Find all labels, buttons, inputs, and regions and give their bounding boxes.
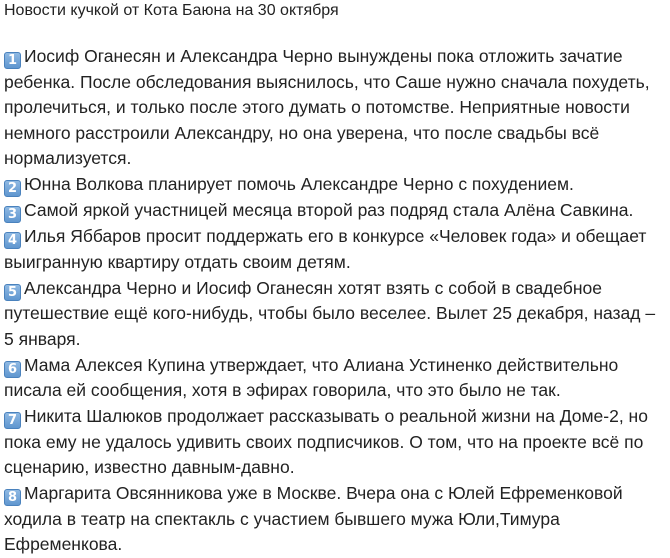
news-item xyxy=(4,172,664,198)
news-item-text: Илья Яббаров просит поддержать его в конкурсе «Человек года» и обещает выигранную квартиру отдать своим детям. xyxy=(4,226,647,272)
number-badge-icon: 3 xyxy=(4,206,21,223)
number-badge-icon: 5 xyxy=(4,284,21,301)
news-item xyxy=(4,404,664,481)
news-item xyxy=(4,276,664,353)
number-badge-icon: 8 xyxy=(4,489,21,506)
number-badge-icon: 2 xyxy=(4,180,21,197)
news-item-text: Никита Шалюков продолжает рассказывать о реальной жизни на Доме-2, но пока ему не удалось удивить своих подписчиков. О том, что на проекте всё по сценарию, известно давным-давно. xyxy=(4,406,648,477)
news-item-text: Мама Алексея Купина утверждает, что Алиана Устиненко действительно писала ей сообщения, хотя в эфирах говорила, что это было не так. xyxy=(4,354,619,400)
number-badge-icon: 6 xyxy=(4,361,21,378)
page-title: Новости кучкой от Кота Баюна на 30 октября xyxy=(4,2,339,19)
number-badge-icon: 1 xyxy=(4,52,21,69)
news-item xyxy=(4,198,664,224)
number-badge-icon: 4 xyxy=(4,232,21,249)
news-item-text: Юнна Волкова планирует помочь Александре Черно с похудением. xyxy=(24,174,574,194)
news-item-text: Маргарита Овсянникова уже в Москве. Вчера она с Юлей Ефременковой ходила в театр на спектакль с участием бывшего мужа Юли,Тимура Ефременкова. xyxy=(4,483,623,554)
news-item-text: Александра Черно и Иосиф Оганесян хотят взять с собой в свадебное путешествие ещё кого-нибудь, чтобы было веселее. Вылет 25 декабря, назад – 5 января. xyxy=(4,277,656,349)
news-item xyxy=(4,44,664,172)
news-item-text: Самой яркой участницей месяца второй раз подряд стала Алёна Савкина. xyxy=(24,200,634,220)
news-item xyxy=(4,224,664,275)
news-item xyxy=(4,353,664,404)
news-list xyxy=(4,44,664,558)
news-item xyxy=(4,481,664,558)
news-item-text: Иосиф Оганесян и Александра Черно вынуждены пока отложить зачатие ребенка. После обследования выяснилось, что Саше нужно сначала похудеть, пролечиться, и только после этого думать о потомстве. Неприятные новости немного расстроили Александру, но она уверена, что после свадьбы всё нормализуется. xyxy=(4,46,650,168)
number-badge-icon: 7 xyxy=(4,412,21,429)
